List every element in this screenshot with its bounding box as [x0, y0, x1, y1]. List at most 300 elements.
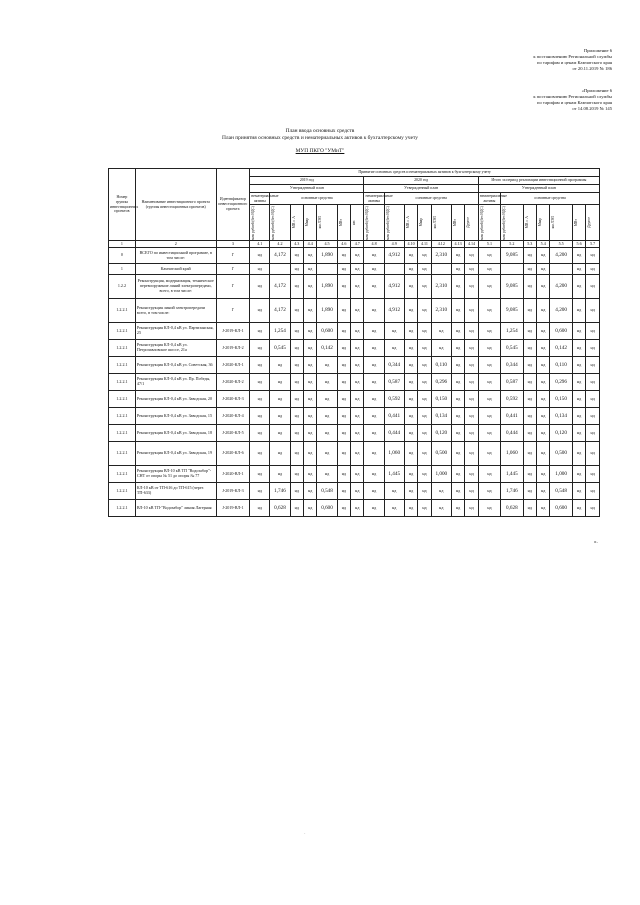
table-cell: нд: [250, 500, 270, 517]
table-cell: нд: [418, 500, 431, 517]
table-cell: 0,500: [550, 442, 572, 466]
table-cell: нд: [586, 391, 600, 408]
table-cell: нд: [451, 442, 464, 466]
table-cell: нд: [418, 299, 431, 323]
table-cell: нд: [465, 466, 478, 483]
table-cell: нд: [418, 391, 431, 408]
table-cell: нд: [523, 299, 536, 323]
table-cell: нд: [451, 248, 464, 264]
table-cell: нд: [523, 391, 536, 408]
column-number: 4.8: [364, 241, 384, 248]
table-cell: J-2020-КЛ-6: [216, 442, 250, 466]
investment-table: [108, 168, 600, 517]
table-cell: Г: [216, 264, 250, 275]
column-number: 4.4: [304, 241, 317, 248]
table-cell: нд: [404, 340, 417, 357]
table-cell: 0,545: [501, 340, 523, 357]
table-cell: нд: [250, 340, 270, 357]
table-cell: нд: [523, 275, 536, 299]
table-cell: нд: [478, 442, 500, 466]
table-cell: нд: [384, 340, 404, 357]
table-cell: нд: [364, 323, 384, 340]
table-cell: 0,600: [317, 500, 337, 517]
table-cell: нд: [404, 299, 417, 323]
table-cell: 1.2.2.1: [109, 466, 136, 483]
unit-header: Мвар: [305, 218, 309, 227]
table-cell: нд: [337, 248, 350, 264]
table-cell: нд: [364, 248, 384, 264]
table-cell: нд: [250, 483, 270, 500]
table-cell: нд: [465, 425, 478, 442]
table-cell: нд: [523, 466, 536, 483]
unit-header: млн рублей (без НДС): [502, 205, 507, 240]
table-cell: 0,628: [270, 500, 290, 517]
table-cell: нд: [337, 391, 350, 408]
table-cell: нд: [465, 483, 478, 500]
table-cell: нд: [523, 483, 536, 500]
table-cell: 2,310: [431, 248, 451, 264]
accept-header: Принятие основных средств и нематериальных активов к бухгалтерскому учету: [250, 169, 600, 177]
table-cell: нд: [317, 408, 337, 425]
table-cell: нд: [478, 357, 500, 374]
table-cell: нд: [364, 425, 384, 442]
table-cell: нд: [250, 264, 270, 275]
table-cell: нд: [465, 357, 478, 374]
table-cell: J-2020-КЛ-5: [216, 425, 250, 442]
table-cell: нд: [537, 264, 550, 275]
table-cell: 0,628: [501, 500, 523, 517]
table-cell: нд: [337, 374, 350, 391]
table-cell: нд: [478, 275, 500, 299]
table-cell: нд: [351, 340, 364, 357]
table-cell: 4,172: [270, 299, 290, 323]
table-cell: нд: [418, 248, 431, 264]
table-cell: нд: [451, 275, 464, 299]
table-cell: нд: [478, 483, 500, 500]
table-cell: нд: [404, 466, 417, 483]
unit-header: млн рублей (без НДС): [271, 205, 276, 240]
table-cell: Реконструкция КЛ-0,4 кВ ул. Заводская, 18: [135, 425, 216, 442]
header-line: по тарифам и ценам Камчатского края: [537, 100, 612, 105]
header-line: «Приложение 6: [581, 88, 612, 93]
table-cell: нд: [431, 483, 451, 500]
table-cell: нд: [384, 323, 404, 340]
table-row: [109, 374, 600, 391]
table-cell: 1.2.2.1: [109, 340, 136, 357]
header-line: от 20.11.2019 № 186: [572, 66, 612, 71]
table-row: [109, 264, 600, 275]
column-number: 1: [109, 241, 136, 248]
table-cell: нд: [451, 340, 464, 357]
table-cell: нд: [304, 357, 317, 374]
table-cell: нд: [572, 425, 585, 442]
table-cell: нд: [572, 483, 585, 500]
table-row: [109, 323, 600, 340]
table-cell: нд: [586, 442, 600, 466]
table-cell: 0,296: [550, 374, 572, 391]
unit-header: МВ×А: [291, 216, 296, 229]
table-cell: нд: [537, 357, 550, 374]
table-cell: нд: [304, 340, 317, 357]
table-cell: 0,296: [431, 374, 451, 391]
unit-header: км ЛЭП: [551, 216, 556, 229]
table-cell: нд: [364, 357, 384, 374]
table-cell: нд: [364, 483, 384, 500]
table-cell: J-2019-КЛ-3: [216, 483, 250, 500]
table-cell: нд: [572, 374, 585, 391]
table-row: [109, 357, 600, 374]
table-cell: Реконструкция КЛ-0,4 кВ ул. Заводская, 20: [135, 391, 216, 408]
table-cell: 4,172: [270, 248, 290, 264]
table-cell: нд: [337, 340, 350, 357]
table-cell: нд: [351, 264, 364, 275]
table-cell: нд: [404, 374, 417, 391]
table-cell: 0,444: [501, 425, 523, 442]
unit-header: Мвар: [419, 218, 424, 227]
table-cell: нд: [337, 323, 350, 340]
table-cell: нд: [431, 500, 451, 517]
table-cell: нд: [478, 500, 500, 517]
table-cell: нд: [304, 408, 317, 425]
column-number: 4.12: [431, 241, 451, 248]
os-header: основные средства: [501, 193, 600, 205]
table-cell: нд: [304, 391, 317, 408]
table-row: [109, 340, 600, 357]
table-cell: нд: [478, 248, 500, 264]
table-cell: нд: [351, 408, 364, 425]
table-cell: нд: [337, 442, 350, 466]
table-cell: нд: [250, 466, 270, 483]
table-cell: нд: [250, 357, 270, 374]
table-cell: нд: [404, 323, 417, 340]
end-mark: ».: [594, 540, 598, 545]
table-cell: 0,150: [550, 391, 572, 408]
table-cell: нд: [418, 340, 431, 357]
table-cell: нд: [351, 442, 364, 466]
table-cell: нд: [250, 299, 270, 323]
table-cell: нд: [384, 500, 404, 517]
table-cell: нд: [364, 500, 384, 517]
table-cell: 1.2.2.1: [109, 374, 136, 391]
table-cell: нд: [451, 264, 464, 275]
table-cell: нд: [586, 323, 600, 340]
table-cell: нд: [364, 466, 384, 483]
column-number: 4.3: [290, 241, 303, 248]
table-cell: Реконструкция КЛ-0,4 кВ ул. Петропавловское шоссе, 21а: [135, 340, 216, 357]
table-cell: нд: [351, 357, 364, 374]
table-cell: нд: [304, 483, 317, 500]
table-cell: нд: [290, 248, 303, 264]
table-cell: нд: [523, 357, 536, 374]
table-cell: нд: [572, 442, 585, 466]
table-cell: нд: [523, 425, 536, 442]
table-cell: нд: [418, 466, 431, 483]
table-cell: нд: [337, 483, 350, 500]
table-cell: нд: [250, 248, 270, 264]
table-cell: нд: [337, 299, 350, 323]
table-cell: нд: [351, 466, 364, 483]
table-cell: нд: [478, 299, 500, 323]
unit-header: млн рублей (без НДС): [385, 205, 390, 240]
table-cell: 0,587: [384, 374, 404, 391]
table-cell: нд: [478, 264, 500, 275]
table-cell: нд: [290, 442, 303, 466]
table-cell: нд: [465, 248, 478, 264]
table-cell: [270, 264, 290, 275]
table-cell: нд: [537, 391, 550, 408]
table-cell: нд: [351, 299, 364, 323]
title-block: [0, 128, 640, 155]
table-cell: 4,912: [384, 299, 404, 323]
unit-header: МВ×А: [405, 216, 410, 229]
table-cell: [550, 264, 572, 275]
table-cell: нд: [523, 340, 536, 357]
table-cell: нд: [351, 483, 364, 500]
plan-header: Утвержденный план: [364, 185, 478, 193]
header-line: по тарифам и ценам Камчатского края: [537, 60, 612, 65]
table-cell: нд: [351, 323, 364, 340]
table-cell: нд: [572, 275, 585, 299]
table-cell: нд: [304, 264, 317, 275]
table-cell: нд: [418, 425, 431, 442]
table-cell: нд: [478, 425, 500, 442]
nma-header: нематериальные активы: [365, 193, 393, 203]
unit-header: Мвар: [538, 218, 542, 227]
table-cell: 0,587: [501, 374, 523, 391]
table-cell: нд: [586, 275, 600, 299]
table-cell: нд: [465, 299, 478, 323]
table-cell: нд: [537, 425, 550, 442]
nma-header: нематериальные активы: [251, 193, 279, 203]
table-cell: нд: [317, 357, 337, 374]
table-cell: нд: [465, 408, 478, 425]
table-cell: нд: [537, 323, 550, 340]
table-cell: нд: [290, 264, 303, 275]
table-cell: Г: [216, 275, 250, 299]
table-cell: 1.2.2.1: [109, 483, 136, 500]
table-cell: 1.2.2.1: [109, 442, 136, 466]
column-number: 4.6: [337, 241, 350, 248]
table-cell: 1.2.2: [109, 275, 136, 299]
table-row: [109, 466, 600, 483]
table-cell: 0,120: [550, 425, 572, 442]
table-cell: 9,085: [501, 248, 523, 264]
table-cell: нд: [478, 391, 500, 408]
table-cell: нд: [270, 466, 290, 483]
table-cell: [501, 264, 523, 275]
table-cell: нд: [418, 408, 431, 425]
table-cell: 0,142: [317, 340, 337, 357]
table-cell: 4,200: [550, 248, 572, 264]
table-cell: нд: [431, 340, 451, 357]
unit-header: км ЛЭП: [432, 216, 437, 229]
table-cell: 1.2.2.1: [109, 323, 136, 340]
table-cell: нд: [478, 408, 500, 425]
table-cell: нд: [523, 500, 536, 517]
table-cell: 0,134: [550, 408, 572, 425]
table-cell: нд: [404, 264, 417, 275]
table-cell: нд: [478, 340, 500, 357]
table-cell: J-2019-ВЛ-1: [216, 500, 250, 517]
table-cell: 1,746: [501, 483, 523, 500]
table-cell: нд: [586, 357, 600, 374]
column-number: 4.14: [465, 241, 478, 248]
table-cell: нд: [290, 408, 303, 425]
table-cell: J-2020-КЛ-4: [216, 408, 250, 425]
column-number: 3: [216, 241, 250, 248]
table-cell: нд: [537, 466, 550, 483]
table-cell: нд: [351, 391, 364, 408]
table-cell: нд: [478, 323, 500, 340]
unit-header: шт.: [352, 220, 357, 225]
plan-header: Утвержденный план: [250, 185, 364, 193]
table-cell: нд: [523, 442, 536, 466]
table-cell: 2,310: [431, 275, 451, 299]
table-cell: нд: [337, 500, 350, 517]
table-cell: нд: [290, 275, 303, 299]
table-cell: 0,600: [550, 500, 572, 517]
table-cell: нд: [250, 408, 270, 425]
plan-header: Утвержденный план: [478, 185, 599, 193]
table-cell: 1,890: [317, 299, 337, 323]
unit-header: МВт: [452, 218, 457, 227]
table-cell: нд: [465, 323, 478, 340]
table-cell: нд: [586, 340, 600, 357]
table-cell: нд: [364, 408, 384, 425]
col-group-header: Номер группы инвестиционных проектов: [109, 169, 136, 241]
table-cell: нд: [451, 374, 464, 391]
col-id-header: Идентификатор инвестиционного проекта: [216, 169, 250, 241]
table-cell: 0,592: [384, 391, 404, 408]
column-number: 4.9: [384, 241, 404, 248]
table-cell: Г: [216, 248, 250, 264]
table-cell: нд: [317, 442, 337, 466]
unit-header: млн рублей (без НДС): [251, 205, 256, 240]
table-cell: 0,344: [384, 357, 404, 374]
table-cell: нд: [537, 340, 550, 357]
table-cell: 1,060: [501, 442, 523, 466]
table-cell: нд: [364, 275, 384, 299]
table-cell: нд: [317, 374, 337, 391]
table-cell: нд: [290, 323, 303, 340]
table-cell: нд: [337, 408, 350, 425]
table-cell: J-2020-ВЛ-1: [216, 466, 250, 483]
table-cell: 1.2.2.1: [109, 357, 136, 374]
table-cell: нд: [418, 275, 431, 299]
table-cell: нд: [384, 483, 404, 500]
table-cell: Реконструкция КЛ-0,4 кВ ул. Заводская, 15: [135, 408, 216, 425]
table-cell: нд: [523, 323, 536, 340]
table-cell: нд: [290, 357, 303, 374]
table-cell: нд: [451, 408, 464, 425]
table-row: [109, 408, 600, 425]
table-cell: нд: [351, 248, 364, 264]
table-cell: J-2020-КЛ-1: [216, 357, 250, 374]
table-cell: 1,000: [431, 466, 451, 483]
table-cell: нд: [451, 357, 464, 374]
table-cell: нд: [304, 248, 317, 264]
table-cell: нд: [290, 483, 303, 500]
table-cell: Реконструкция КЛ-0,4 кВ ул. Заводская, 19: [135, 442, 216, 466]
table-cell: Камчатский край: [135, 264, 216, 275]
unit-header: млн рублей (без НДС): [365, 205, 370, 240]
appendix-header-1: [533, 48, 612, 72]
table-cell: нд: [250, 323, 270, 340]
column-number: 4.1: [250, 241, 270, 248]
table-cell: нд: [451, 391, 464, 408]
table-cell: Реконструкция ВЛ-10 кВ ТП "Водозабор"-СНТ от опоры № 51 до опоры № 77: [135, 466, 216, 483]
table-cell: 2,310: [431, 299, 451, 323]
table-cell: нд: [537, 374, 550, 391]
table-cell: нд: [465, 391, 478, 408]
header-line: от 14.08.2019 № 145: [572, 106, 612, 111]
table-cell: J-2020-КЛ-2: [216, 374, 250, 391]
table-cell: 0,150: [431, 391, 451, 408]
table-cell: нд: [586, 299, 600, 323]
table-cell: нд: [337, 425, 350, 442]
table-cell: нд: [523, 374, 536, 391]
unit-header: Другое: [466, 217, 471, 228]
table-cell: нд: [290, 340, 303, 357]
table-cell: нд: [304, 442, 317, 466]
table-cell: 0,444: [384, 425, 404, 442]
table-cell: нд: [364, 299, 384, 323]
table-cell: нд: [418, 374, 431, 391]
table-cell: нд: [364, 340, 384, 357]
table-cell: нд: [537, 299, 550, 323]
table-cell: 1,060: [384, 442, 404, 466]
table-cell: нд: [317, 466, 337, 483]
table-cell: нд: [572, 264, 585, 275]
table-cell: нд: [572, 299, 585, 323]
table-cell: нд: [404, 425, 417, 442]
table-cell: Реконструкция КЛ-0,4 кВ ул. Партизанская, 25: [135, 323, 216, 340]
table-cell: 0,600: [550, 323, 572, 340]
table-cell: нд: [572, 248, 585, 264]
table-cell: нд: [304, 323, 317, 340]
table-cell: 0,120: [431, 425, 451, 442]
table-cell: нд: [586, 500, 600, 517]
table-cell: нд: [572, 466, 585, 483]
column-number: 5.7: [586, 241, 600, 248]
column-number: 4.7: [351, 241, 364, 248]
total-header: Итого за период реализации инвестиционной программы: [478, 177, 599, 185]
column-number: 4.13: [451, 241, 464, 248]
column-numbers-row: [109, 241, 600, 248]
table-cell: нд: [250, 442, 270, 466]
header-line: к постановлению Региональной службы: [533, 54, 612, 59]
table-cell: нд: [364, 264, 384, 275]
table-cell: нд: [250, 374, 270, 391]
table-cell: нд: [364, 391, 384, 408]
table-cell: 4,912: [384, 248, 404, 264]
table-cell: нд: [451, 483, 464, 500]
table-cell: 4,172: [270, 275, 290, 299]
table-cell: нд: [351, 275, 364, 299]
table-cell: 0,142: [550, 340, 572, 357]
column-number: 2: [135, 241, 216, 248]
column-number: 5.4: [537, 241, 550, 248]
column-number: 4.11: [418, 241, 431, 248]
table-cell: 9,085: [501, 299, 523, 323]
table-cell: нд: [586, 408, 600, 425]
table-cell: 0: [109, 248, 136, 264]
table-cell: нд: [270, 391, 290, 408]
col-name-header: Наименование инвестиционного проекта (группы инвестиционных проектов): [135, 169, 216, 241]
table-cell: J-2020-КЛ-3: [216, 391, 250, 408]
table-cell: нд: [586, 264, 600, 275]
table-cell: нд: [290, 425, 303, 442]
